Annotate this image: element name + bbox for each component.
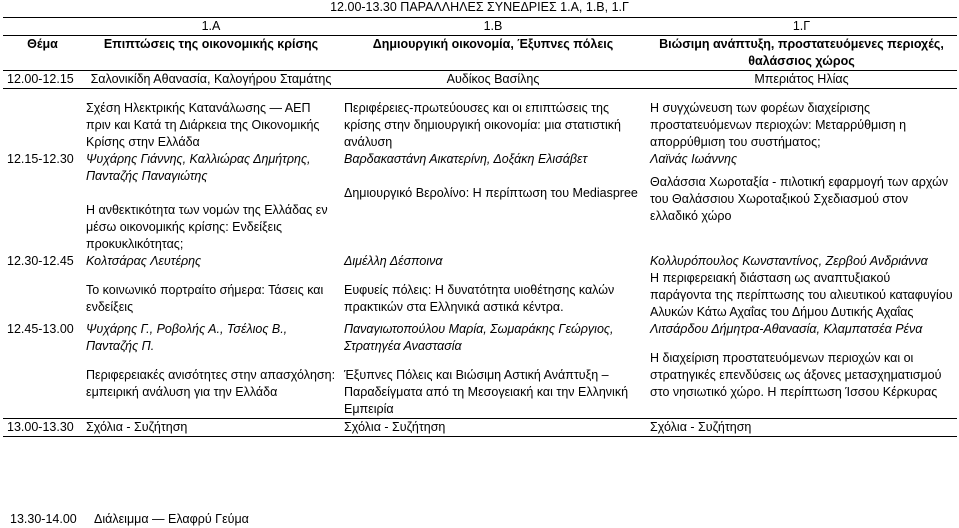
chairs-row <box>3 71 957 89</box>
chair-c: Μπεριάτος Ηλίας <box>646 71 957 89</box>
time-slot: 12.15-12.30 <box>7 151 74 166</box>
time-slot: 12.45-13.00 <box>7 321 74 336</box>
paper-title: Θαλάσσια Χωροταξία - πιλοτική εφαρμογή των αρχών του Θαλάσσιου Χωροταξικού Σχεδιασμού στον ελλαδικό χώρο <box>650 174 949 223</box>
theme-label: Θέμα <box>3 36 82 71</box>
paper-authors: Λαϊνάς Ιωάννης <box>650 151 738 166</box>
schedule-table <box>3 17 957 437</box>
session-header-row <box>3 18 957 36</box>
session-c-label: 1.Γ <box>646 18 957 36</box>
paper-title: Περιφέρειες-πρωτεύουσες και οι επιπτώσεις της κρίσης στην δημιουργική οικονομία: μια στατιστική ανάλυση <box>344 100 621 149</box>
paper-authors: Βαρδακαστάνη Αικατερίνη, Δοξάκη Ελισάβετ <box>344 151 588 166</box>
paper-title: Έξυπνες Πόλεις και Βιώσιμη Αστική Ανάπτυξη – Παραδείγματα από τη Μεσογειακή και την Ελληνική Εμπειρία <box>344 367 629 416</box>
slot-row <box>3 151 957 253</box>
lunch-break <box>10 511 910 528</box>
session-b-label: 1.Β <box>340 18 646 36</box>
discussion-c: Σχόλια - Συζήτηση <box>646 418 957 436</box>
session-a-label: 1.Α <box>82 18 340 36</box>
time-slot: 12.00-12.15 <box>3 71 82 89</box>
paper-authors: Ψυχάρης Γ., Ροβολής Α., Τσέλιος Β., Πανταζής Π. <box>86 321 288 353</box>
theme-a: Επιπτώσεις της οικονομικής κρίσης <box>82 36 340 71</box>
paper-title: Η ανθεκτικότητα των νομών της Ελλάδας εν μέσω οικονομικής κρίσης: Ενδείξεις προκυκλικότητας; <box>86 202 328 251</box>
paper-title: Σχέση Ηλεκτρικής Κατανάλωσης — ΑΕΠ πριν και Κατά τη Διάρκεια της Οικονομικής Κρίσης στην Ελλάδα <box>86 100 320 149</box>
discussion-a: Σχόλια - Συζήτηση <box>82 418 340 436</box>
paper-authors: Κολλυρόπουλος Κωνσταντίνος, Ζερβού Ανδριάννα <box>650 253 928 268</box>
theme-row <box>3 36 957 71</box>
slot-row <box>3 253 957 321</box>
paper-authors: Ψυχάρης Γιάννης, Καλλιώρας Δημήτρης, Πανταζής Παναγιώτης <box>86 151 311 183</box>
paper-title: Το κοινωνικό πορτραίτο σήμερα: Τάσεις και ενδείξεις <box>86 282 324 314</box>
paper-title: Περιφερειακές ανισότητες στην απασχόληση: εμπειρική ανάλυση για την Ελλάδα <box>86 367 336 399</box>
paper-title: Η περιφερειακή διάσταση ως αναπτυξιακού παράγοντα της περίπτωσης του αλιευτικού καταφυγίου Αλυκών Κάτω Αχαΐας του Δήμου Δυτικής Αχαΐας <box>650 270 953 319</box>
paper-title: Δημιουργικό Βερολίνο: Η περίπτωση του Mediaspree <box>344 185 638 200</box>
slot-row <box>3 321 957 419</box>
chair-b: Αυδίκος Βασίλης <box>340 71 646 89</box>
time-slot: 13.00-13.30 <box>3 418 82 436</box>
lunch-time: 13.30-14.00 <box>10 512 77 526</box>
theme-c: Βιώσιμη ανάπτυξη, προστατευόμενες περιοχές, θαλάσσιος χώρος <box>646 36 957 71</box>
theme-b: Δημιουργική οικονομία, Έξυπνες πόλεις <box>340 36 646 71</box>
paper-authors: Λιτσάρδου Δήμητρα-Αθανασία, Κλαμπατσέα Ρένα <box>650 321 923 336</box>
page-title: 12.00-13.30 ΠΑΡΑΛΛΗΛΕΣ ΣΥΝΕΔΡΙΕΣ 1.Α, 1.Β, 1.Γ <box>330 0 629 14</box>
slot-row <box>3 100 957 151</box>
paper-authors: Διμέλλη Δέσποινα <box>344 253 443 268</box>
paper-title: Ευφυείς πόλεις: Η δυνατότητα υιοθέτησης καλών πρακτικών στα Ελληνικά αστικά κέντρα. <box>344 282 615 314</box>
discussion-row <box>3 418 957 436</box>
lunch-label: Διάλειμμα — Ελαφρύ Γεύμα <box>94 512 249 526</box>
chair-a: Σαλονικίδη Αθανασία, Καλογήρου Σταμάτης <box>82 71 340 89</box>
paper-title: Η διαχείριση προστατευόμενων περιοχών και οι στρατηγικές επενδύσεις ως άξονες μετασχηματισμού στο νησιωτικό χώρο. Η περίπτωση Ίσσου Κέρκυρας <box>650 350 942 399</box>
paper-authors: Κολτσάρας Λευτέρης <box>86 253 202 268</box>
time-slot: 12.30-12.45 <box>7 253 74 268</box>
paper-authors: Παναγιωτοπούλου Μαρία, Σωμαράκης Γεώργιος, Στρατηγέα Αναστασία <box>344 321 614 353</box>
time-slot <box>3 100 82 151</box>
discussion-b: Σχόλια - Συζήτηση <box>340 418 646 436</box>
paper-title: Η συγχώνευση των φορέων διαχείρισης προστατευόμενων περιοχών: Μεταρρύθμιση η απορρύθμιση του συστήματος; <box>650 100 907 149</box>
